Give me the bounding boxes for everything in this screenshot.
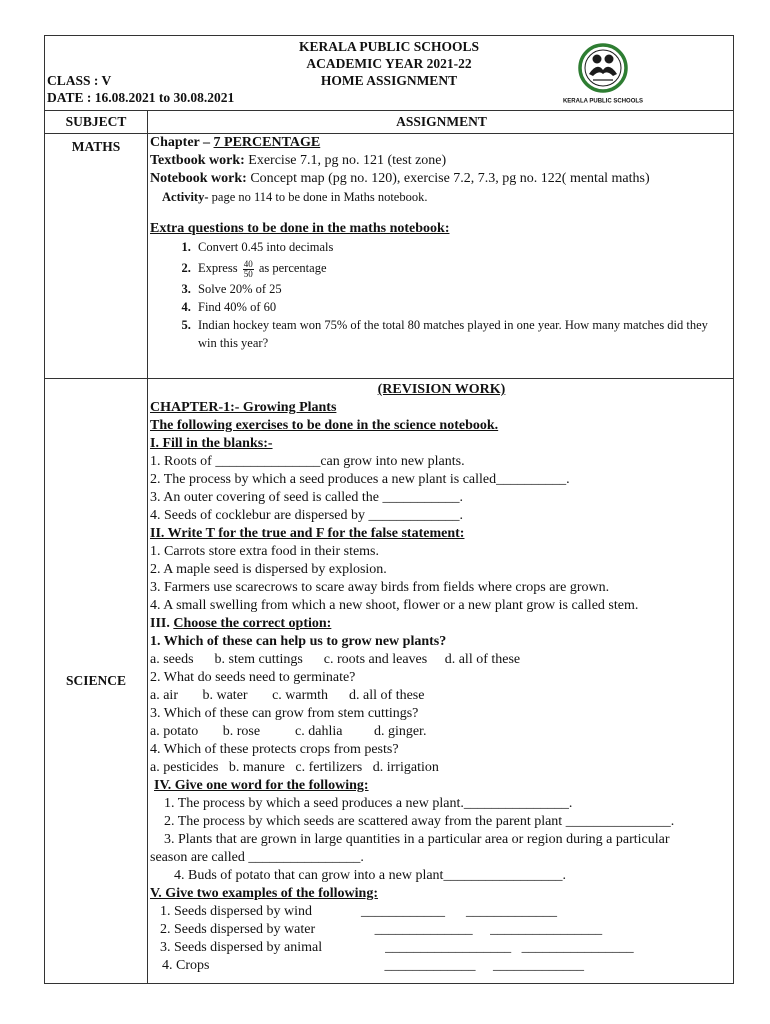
- maths-chapter: Chapter – 7 PERCENTAGE: [150, 135, 321, 150]
- list-item: 5. Indian hockey team won 75% of the total 80 matches played in one year. How many matches did they win this year?: [194, 316, 733, 352]
- maths-subject: MATHS: [45, 134, 148, 378]
- list-item: 1. Seeds dispersed by wind ____________ _____________: [160, 904, 558, 919]
- academic-year: ACADEMIC YEAR 2021-22: [306, 56, 472, 71]
- science-row: [45, 379, 733, 983]
- options-line: a. pesticides b. manure c. fertilizers d. irrigation: [150, 760, 439, 775]
- list-item: 4. Find 40% of 60: [194, 298, 733, 316]
- list-item: 4. A small swelling from which a new shoot, flower or a new plant grow is called stem.: [150, 598, 639, 613]
- list-item: 3. Which of these can grow from stem cuttings?: [150, 706, 419, 721]
- list-item: 3. Farmers use scarecrows to scare away birds from fields where crops are grown.: [150, 580, 610, 595]
- svg-text:KERALA PUBLIC SCHOOLS: KERALA PUBLIC SCHOOLS: [562, 98, 644, 105]
- date-label: DATE : 16.08.2021 to 30.08.2021: [47, 90, 235, 105]
- list-item: 2. What do seeds need to germinate?: [150, 670, 356, 685]
- fraction: $\frac{40}{50}$: [243, 258, 253, 279]
- two-examples-heading: V. Give two examples of the following:: [150, 886, 378, 901]
- maths-activity: Activity- page no 114 to be done in Maths notebook.: [162, 190, 428, 204]
- header: [45, 36, 733, 111]
- maths-assignment: [148, 134, 733, 378]
- list-item: 3. Plants that are grown in large quantities in a particular area or region during a particular: [164, 832, 670, 847]
- options-line: a. air b. water c. warmth d. all of these: [150, 688, 425, 703]
- list-item: 1. Convert 0.45 into decimals: [194, 238, 733, 256]
- list-item: 3. An outer covering of seed is called the ___________.: [150, 490, 463, 505]
- extra-questions-heading: Extra questions to be done in the maths notebook:: [150, 221, 450, 236]
- list-item: 4. Crops _____________ _____________: [162, 958, 584, 973]
- list-item: season are called ________________.: [150, 850, 364, 865]
- school-name: KERALA PUBLIC SCHOOLS: [298, 39, 480, 54]
- school-logo-icon: [562, 40, 644, 106]
- fill-blanks-heading: I. Fill in the blanks:-: [150, 436, 273, 451]
- class-label: CLASS : V: [47, 73, 112, 88]
- assignment-title: HOME ASSIGNMENT: [320, 73, 458, 88]
- maths-row: [45, 134, 733, 379]
- list-item: 4. Buds of potato that can grow into a new plant_________________.: [174, 868, 566, 883]
- subject-column-header: SUBJECT: [45, 111, 148, 133]
- class-info: [47, 72, 234, 106]
- notebook-work: Notebook work: Concept map (pg no. 120), exercise 7.2, 7.3, pg no. 122( mental maths): [150, 171, 650, 186]
- maths-chapter-name: 7 PERCENTAGE: [213, 135, 321, 150]
- science-subject: SCIENCE: [45, 379, 148, 983]
- list-item: 4. Which of these protects crops from pests?: [150, 742, 399, 757]
- extra-questions-list: [150, 238, 733, 352]
- list-item: 2. Express $\frac{40}{50}$ as percentage: [194, 256, 733, 280]
- assignment-sheet: [44, 35, 734, 984]
- list-item: 2. A maple seed is dispersed by explosion.: [150, 562, 387, 577]
- list-item: 2. The process by which seeds are scattered away from the parent plant _______________.: [164, 814, 675, 829]
- options-line: a. potato b. rose c. dahlia d. ginger.: [150, 724, 427, 739]
- options-line: a. seeds b. stem cuttings c. roots and leaves d. all of these: [150, 652, 521, 667]
- school-logo: [562, 40, 644, 106]
- list-item: 2. The process by which a seed produces a new plant is called__________.: [150, 472, 570, 487]
- list-item: 1. Carrots store extra food in their stems.: [150, 544, 380, 559]
- list-item: 4. Seeds of cocklebur are dispersed by _____________.: [150, 508, 463, 523]
- science-instruction: The following exercises to be done in the science notebook.: [150, 418, 499, 433]
- science-assignment: [148, 379, 733, 983]
- list-item: 2. Seeds dispersed by water ______________ ________________: [160, 922, 603, 937]
- textbook-work: Textbook work: Exercise 7.1, pg no. 121 (test zone): [150, 153, 447, 168]
- choose-option-heading: III. Choose the correct option:: [150, 616, 332, 631]
- list-item: 1. Roots of _______________can grow into new plants.: [150, 454, 465, 469]
- list-item: 3. Solve 20% of 25: [194, 280, 733, 298]
- revision-heading: (REVISION WORK): [377, 382, 506, 397]
- true-false-heading: II. Write T for the true and F for the false statement:: [150, 526, 465, 541]
- list-item: 1. The process by which a seed produces a new plant._______________.: [164, 796, 573, 811]
- list-item: 1. Which of these can help us to grow new plants?: [150, 634, 447, 649]
- science-chapter: CHAPTER-1:- Growing Plants: [150, 400, 337, 415]
- one-word-heading: IV. Give one word for the following:: [154, 778, 369, 793]
- table-header-row: [45, 111, 733, 134]
- assignment-column-header: ASSIGNMENT: [396, 114, 487, 129]
- list-item: 3. Seeds dispersed by animal __________________ ________________: [160, 940, 634, 955]
